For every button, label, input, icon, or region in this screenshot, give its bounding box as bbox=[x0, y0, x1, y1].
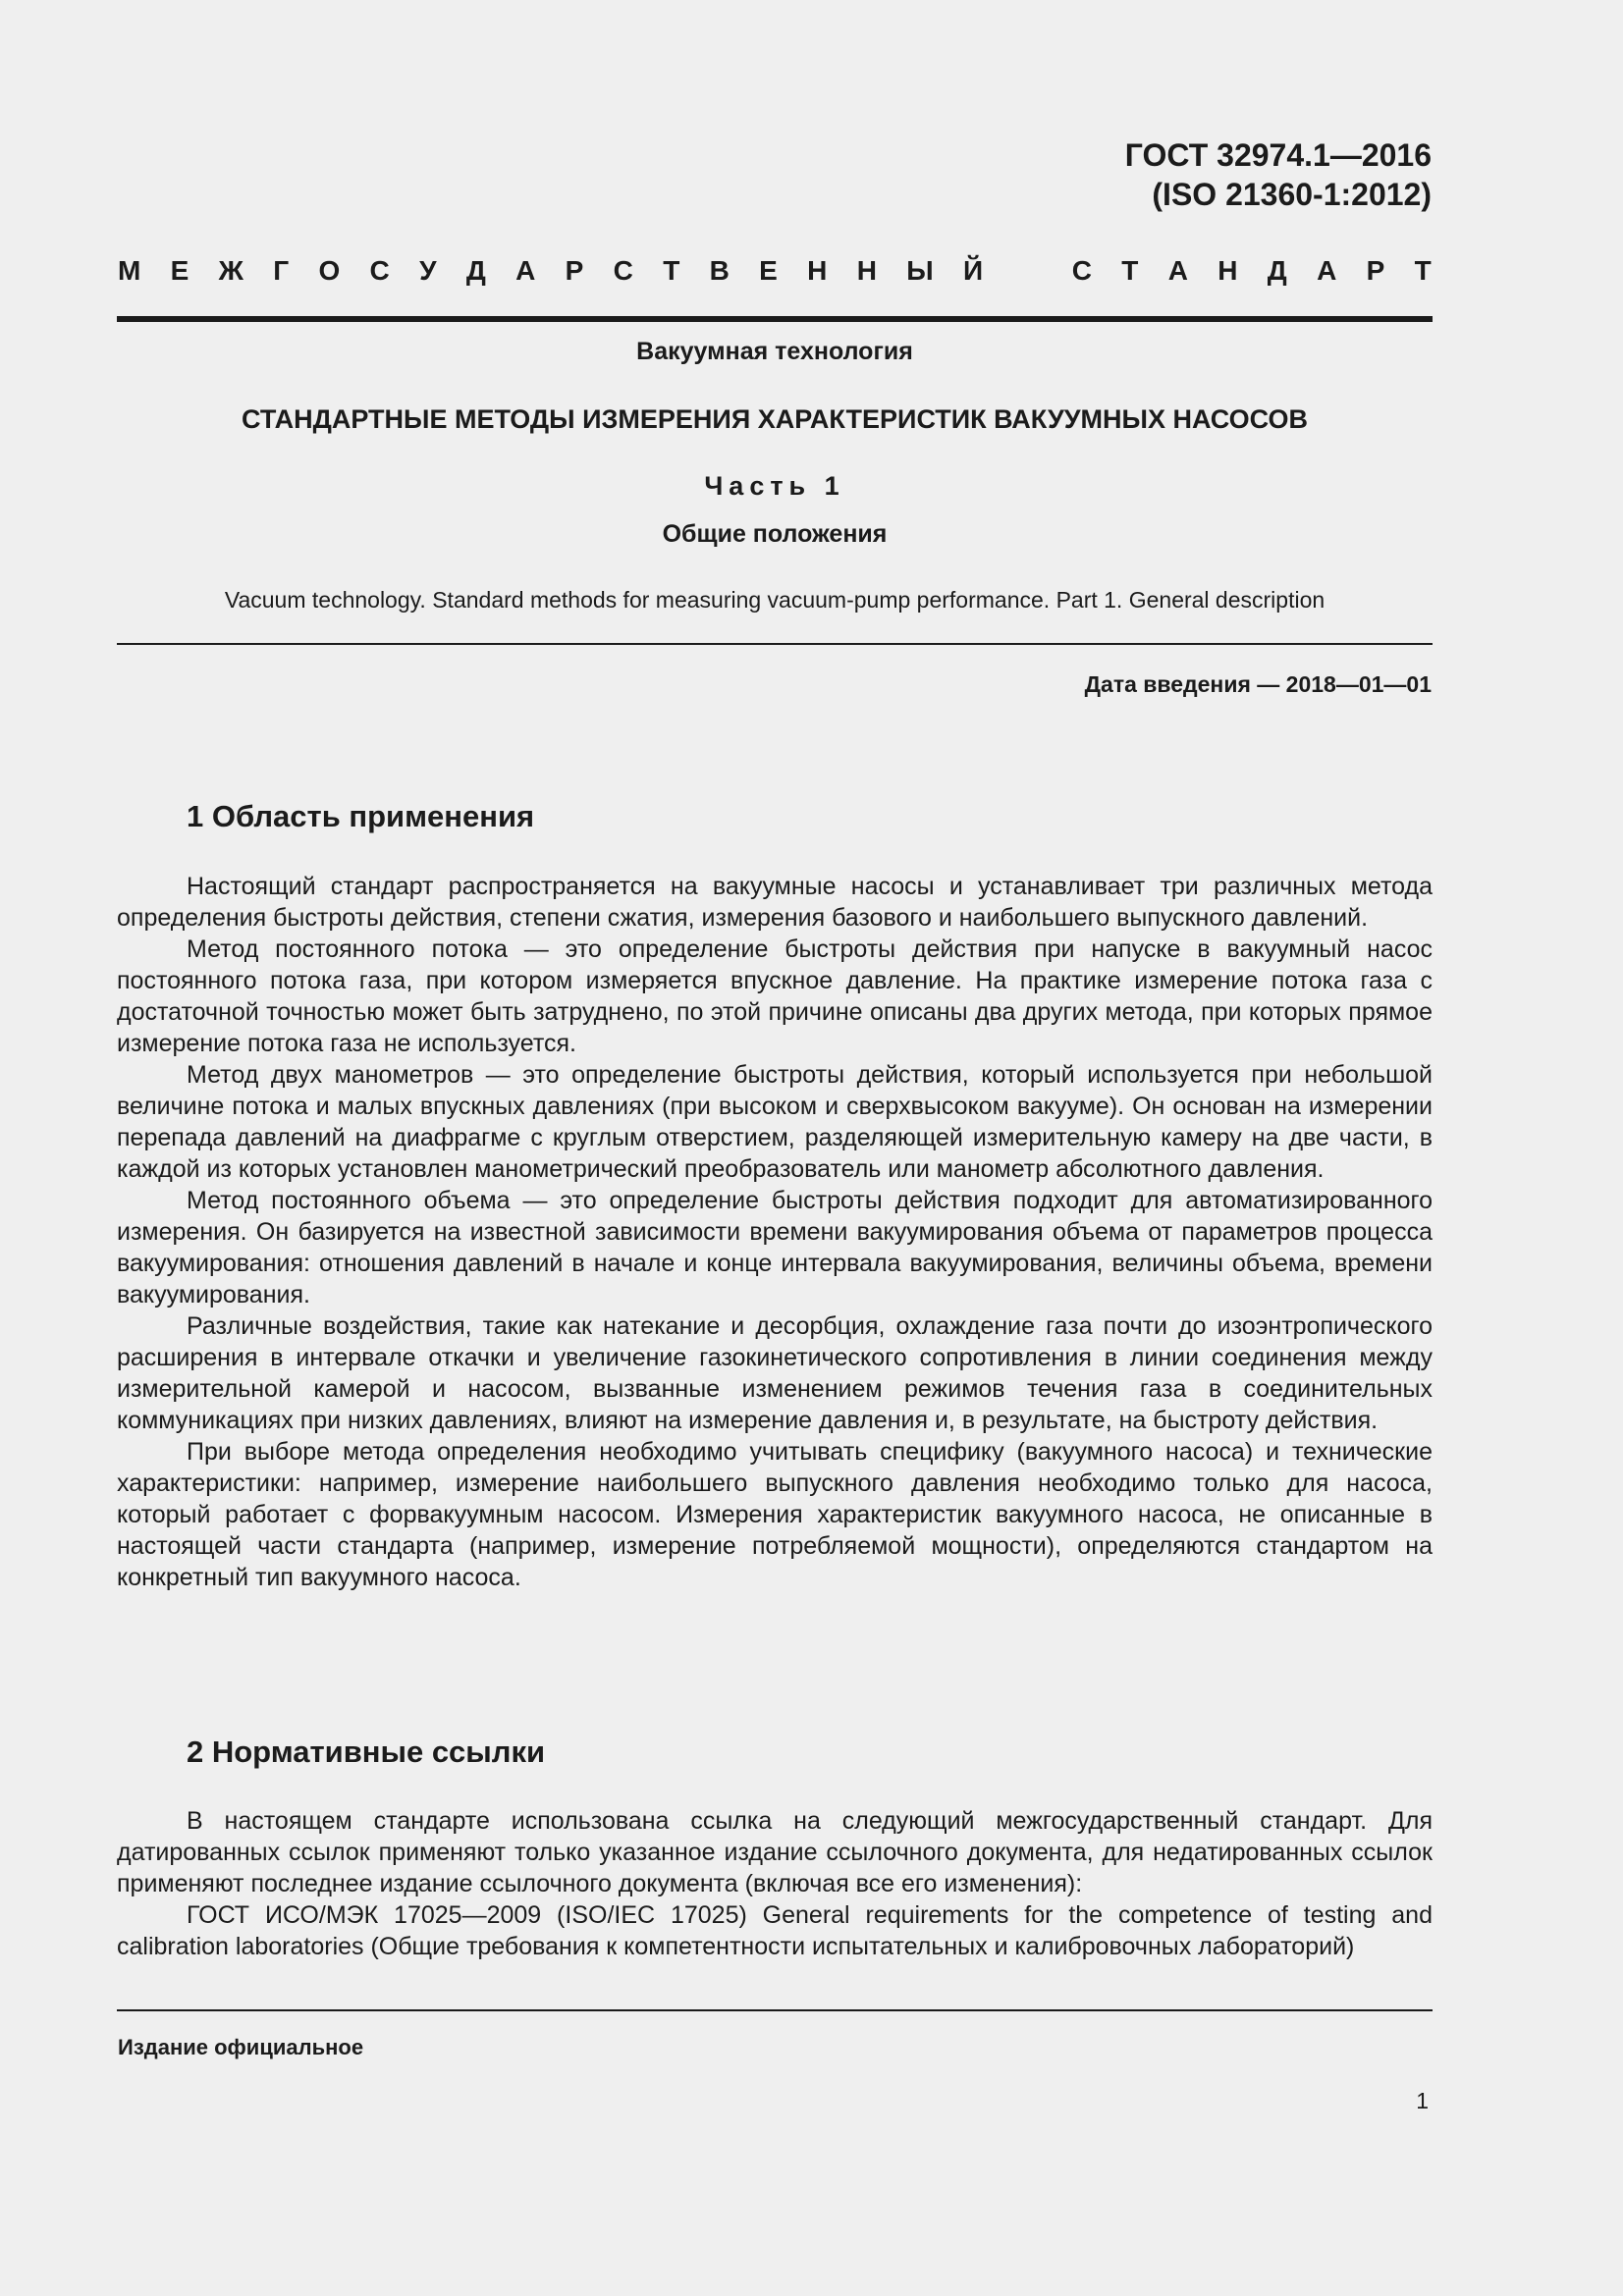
introduction-date: Дата введения — 2018—01—01 bbox=[1084, 671, 1432, 697]
heading-letter: Н bbox=[1217, 255, 1238, 286]
edition-note: Издание официальное bbox=[118, 2035, 364, 2059]
footer-divider bbox=[117, 2009, 1433, 2011]
heading-letter: С bbox=[369, 255, 390, 286]
heading-letter: А bbox=[1317, 255, 1337, 286]
heading-letter: Р bbox=[1366, 255, 1385, 286]
heading-letter: Р bbox=[565, 255, 584, 286]
paragraph: Метод постоянного объема — это определение быстроты действия подходит для автоматизированного измерения. Он базируется на известной зависимости времени вакуумирования объема от параметров процесса вакуумирования: отношения давлений в начале и конце интервала вакуумирования, величины объема, времени вакуумирования. bbox=[117, 1187, 1433, 1308]
section-2-body bbox=[117, 1805, 1433, 1962]
heading-letter: С bbox=[1071, 255, 1092, 286]
paragraph: ГОСТ ИСО/МЭК 17025—2009 (ISO/IEC 17025) General requirements for the competence of testing and calibration laboratories (Общие требования к компетентности испытательных и калибровочных лабораторий) bbox=[117, 1901, 1433, 1960]
paragraph: В настоящем стандарте использована ссылка на следующий межгосударственный стандарт. Для датированных ссылок применяют только указанное издание ссылочного документа, для недатированных ссылок применяют последнее издание ссылочного документа (включая все его изменения): bbox=[117, 1807, 1433, 1897]
document-number bbox=[1125, 135, 1432, 214]
heading-letter: Т bbox=[1121, 255, 1139, 286]
title-divider bbox=[117, 643, 1433, 645]
heading-letter: О bbox=[318, 255, 341, 286]
heading-letter: Д bbox=[1267, 255, 1287, 286]
gost-number: ГОСТ 32974.1—2016 bbox=[1124, 137, 1432, 173]
heading-letter: Д bbox=[465, 255, 486, 286]
heading-letter: С bbox=[613, 255, 633, 286]
paragraph: Различные воздействия, такие как натекание и десорбция, охлаждение газа почти до изоэнтропического расширения в интервале откачки и увеличение газокинетического сопротивления в линии соединения между измерительной камерой и насосом, вызванные изменением режимов течения газа в соединительных коммуникациях при низких давлениях, влияют на измерение давления и, в результате, на быстроту действия. bbox=[117, 1312, 1433, 1434]
heading-letter: А bbox=[515, 255, 536, 286]
part-name: Общие положения bbox=[662, 520, 888, 548]
header-divider bbox=[117, 316, 1433, 322]
heading-letter: Г bbox=[273, 255, 290, 286]
section-1-body bbox=[117, 871, 1433, 1593]
word-gap bbox=[1012, 253, 1042, 289]
part-number: Часть 1 bbox=[704, 471, 845, 501]
heading-letter: Ы bbox=[906, 255, 934, 286]
standard-type-heading bbox=[118, 253, 1432, 289]
paragraph: Метод постоянного потока — это определение быстроты действия при напуске в вакуумный насос постоянного потока газа, при котором измеряется впускное давление. На практике измерение потока газа с достаточной точностью может быть затруднено, по этой причине описаны два других метода, при которых прямое измерение потока газа не используется. bbox=[117, 935, 1433, 1057]
paragraph: При выборе метода определения необходимо учитывать специфику (вакуумного насоса) и технические характеристики: например, измерение наибольшего выпускного давления необходимо только для насоса, который работает с форвакуумным насосом. Измерения характеристик вакуумного насоса, не описанные в настоящей части стандарта (например, измерение потребляемой мощности), определяются стандартом на конкретный тип вакуумного насоса. bbox=[117, 1438, 1433, 1591]
heading-letter: Н bbox=[856, 255, 877, 286]
heading-letter: Ж bbox=[218, 255, 243, 286]
heading-letter: У bbox=[419, 255, 437, 286]
heading-letter: Е bbox=[759, 255, 778, 286]
paragraph: Метод двух манометров — это определение быстроты действия, который используется при небольшой величине потока и малых впускных давлениях (при высоком и сверхвысоком вакууме). Он основан на измерении перепада давлений на диафрагме с круглым отверстием, разделяющей измерительную камеру на две части, в каждой из которых установлен манометрический преобразователь или манометр абсолютного давления. bbox=[117, 1061, 1433, 1183]
heading-letter: А bbox=[1167, 255, 1188, 286]
iso-number: (ISO 21360-1:2012) bbox=[1152, 177, 1432, 212]
document-title: СТАНДАРТНЫЕ МЕТОДЫ ИЗМЕРЕНИЯ ХАРАКТЕРИСТИК ВАКУУМНЫХ НАСОСОВ bbox=[242, 404, 1308, 434]
subject-line: Вакуумная технология bbox=[636, 338, 913, 365]
page-number: 1 bbox=[1416, 2088, 1429, 2113]
heading-letter: В bbox=[709, 255, 730, 286]
paragraph: Настоящий стандарт распространяется на вакуумные насосы и устанавливает три различных метода определения быстроты действия, степени сжатия, измерения базового и наибольшего выпускного давлений. bbox=[117, 873, 1433, 932]
heading-letter: М bbox=[118, 255, 141, 286]
heading-letter: Й bbox=[962, 255, 984, 286]
heading-letter: Т bbox=[663, 255, 680, 286]
section-2-heading: 2 Нормативные ссылки bbox=[187, 1735, 546, 1769]
heading-letter: Т bbox=[1414, 255, 1432, 286]
heading-letter: Е bbox=[170, 255, 189, 286]
english-title: Vacuum technology. Standard methods for measuring vacuum-pump performance. Part 1. General description bbox=[224, 587, 1325, 613]
heading-letter: Н bbox=[807, 255, 828, 286]
section-1-heading: 1 Область применения bbox=[187, 799, 535, 833]
